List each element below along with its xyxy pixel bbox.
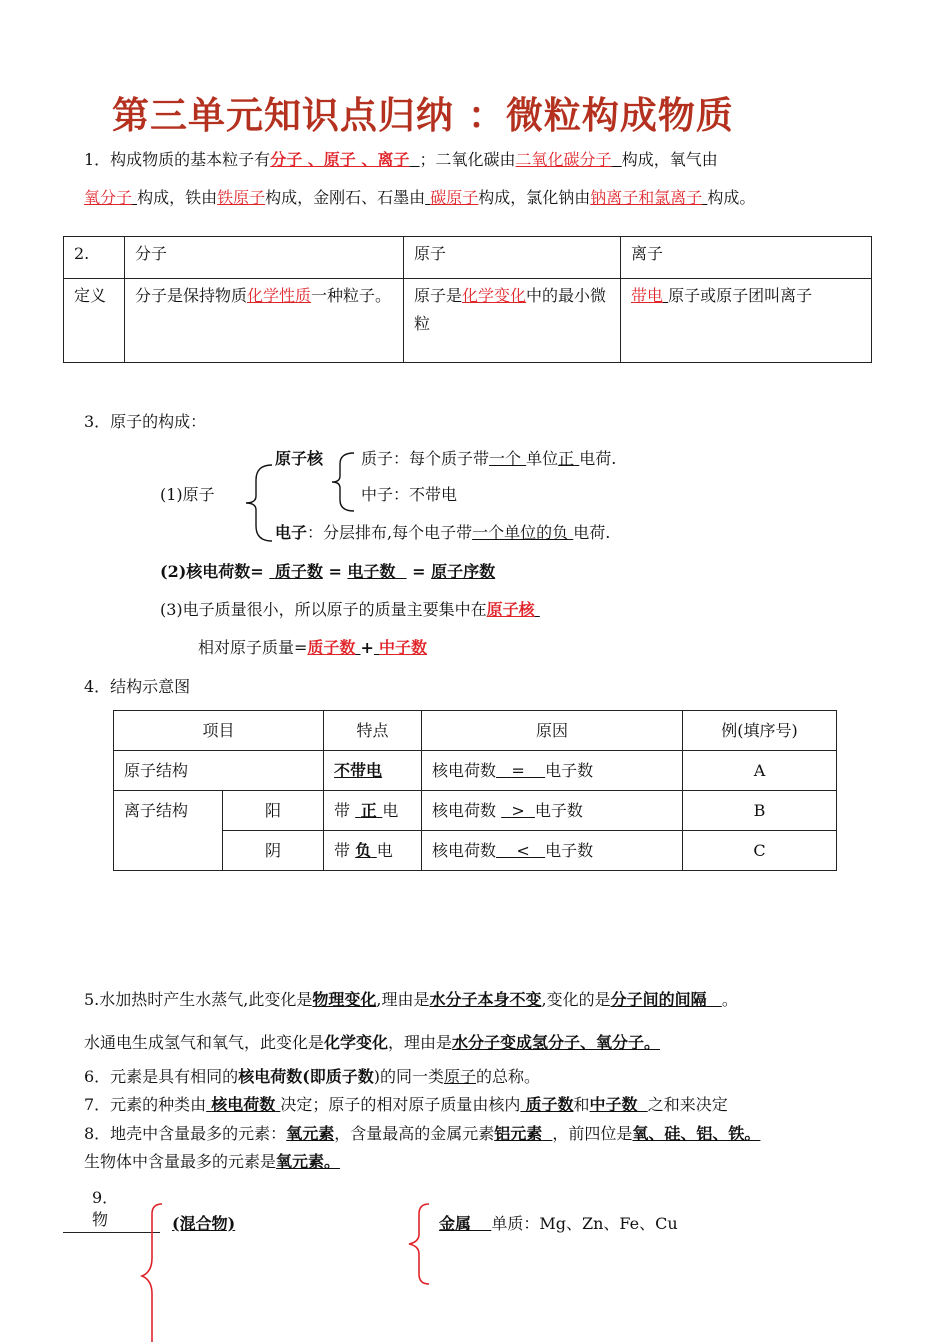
answer: 核电荷数(即质子数: [238, 1067, 374, 1086]
q1-line2: [84, 187, 755, 209]
q1-answer-c: 碳原子: [430, 188, 479, 207]
atom-label: (1)原子: [160, 485, 215, 504]
pure-substance-brace: [403, 1200, 433, 1286]
cation-feature: 带 正 电: [324, 791, 422, 831]
answer: 原子: [444, 1067, 477, 1086]
answer: 一个单位的负: [472, 523, 569, 542]
answer: 中子数: [589, 1095, 638, 1114]
q1-text: 构成，金刚石、石墨由: [265, 188, 426, 207]
cation-label: 阳: [223, 791, 324, 831]
answer: 水分子变成氢分子、氧分子。: [452, 1033, 661, 1052]
structure-table: [113, 710, 837, 871]
answer: 正: [558, 449, 575, 468]
q4-heading: 4．结构示意图: [84, 677, 191, 696]
q5-line1: 5.水加热时产生水蒸气,此变化是物理变化,理由是水分子本身不变,变化的是分子间的间隔 。: [84, 990, 738, 1009]
nucleus-label: 原子核: [275, 449, 324, 468]
q7-line: 7．元素的种类由 核电荷数 决定；原子的相对原子质量由核内 质子数和中子数 之和来决定: [84, 1095, 728, 1114]
q3-part2: (2)核电荷数= 质子数 = 电子数 = 原子序数: [160, 562, 496, 581]
cation-reason: 核电荷数 > 电子数: [422, 791, 683, 831]
answer: 质子数: [525, 1095, 574, 1114]
q1-text: 构成，氧气由: [621, 150, 718, 169]
answer: 分子间的间隔: [610, 990, 707, 1009]
answer: 电子数: [347, 562, 396, 581]
proton-line: 质子：每个质子带一个 单位正 电荷.: [361, 449, 617, 468]
q1-answer-o2: 氧分子: [84, 188, 133, 207]
electron-line: 电子：分层排布,每个电子带一个单位的负 电荷.: [275, 523, 611, 542]
answer: 铝元素: [494, 1124, 543, 1143]
substance-brace: [136, 1200, 166, 1342]
anion-label: 阴: [223, 831, 324, 871]
nucleus-brace: [326, 450, 356, 514]
ion-definition: 带电 原子或原子团叫离子: [621, 279, 872, 363]
q5-line2: 水通电生成氢气和氧气，此变化是化学变化，理由是水分子变成氢分子、氧分子。: [84, 1033, 661, 1052]
mixture-label: (混合物): [172, 1214, 236, 1233]
table-header: 例(填序号): [683, 711, 837, 751]
atom-reason: 核电荷数 = 电子数: [422, 751, 683, 791]
q9-number: 9．: [92, 1188, 119, 1207]
page-title: 第三单元知识点归纳 ：微粒构成物质: [112, 94, 734, 137]
answer: 核电荷数: [211, 1095, 276, 1114]
substance-label: 物: [92, 1210, 109, 1229]
atom-structure-label: 原子结构: [114, 751, 324, 791]
atom-definition: 原子是化学变化中的最小微粒: [404, 279, 621, 363]
answer: 一个: [489, 449, 522, 468]
q8-line1: 8．地壳中含量最多的元素：氧元素，含量最高的金属元素铝元素 ，前四位是氧、硅、铝、铁。: [84, 1124, 761, 1143]
definition-table: [63, 236, 872, 363]
q1-line1: [84, 149, 718, 171]
table-header: 分子: [125, 237, 404, 279]
metal-line: 金属 单质：Mg、Zn、Fe、Cu: [439, 1214, 678, 1233]
anion-example: C: [683, 831, 837, 871]
table-header: 特点: [324, 711, 422, 751]
answer: 化学变化: [324, 1033, 389, 1052]
q8-line2: 生物体中含量最多的元素是氧元素。: [84, 1152, 341, 1171]
neutron-line: 中子：不带电: [361, 485, 458, 504]
answer: 带电: [631, 286, 664, 305]
ion-structure-label: 离子结构: [114, 791, 223, 871]
answer: 原子序数: [431, 562, 496, 581]
q1-answer-fe: 铁原子: [217, 188, 266, 207]
answer: 物理变化: [312, 990, 377, 1009]
q1-text: 1．构成物质的基本粒子有: [84, 150, 271, 169]
anion-feature: 带 负 电: [324, 831, 422, 871]
answer: 水分子本身不变: [429, 990, 542, 1009]
q3-heading: 3．原子的构成：: [84, 412, 207, 431]
q1-text: 构成。: [707, 188, 756, 207]
q6-line: 6．元素是具有相同的核电荷数(即质子数)的同一类原子的总称。: [84, 1067, 541, 1086]
table-header: 项目: [114, 711, 324, 751]
answer: 化学性质: [247, 286, 312, 305]
answer: 氧元素: [286, 1124, 335, 1143]
table-header: 原因: [422, 711, 683, 751]
atom-example: A: [683, 751, 837, 791]
table-header: 2.: [64, 237, 125, 279]
answer: 氧、硅、铝、铁。: [632, 1124, 761, 1143]
q1-answer-particles: 分子 、原子 、离子: [270, 150, 410, 169]
table-header: 原子: [404, 237, 621, 279]
relative-mass-line: 相对原子质量=质子数 + 中子数: [198, 638, 428, 657]
q1-text: 构成，铁由: [137, 188, 218, 207]
answer: 氧元素。: [276, 1152, 341, 1171]
q3-part3: (3)电子质量很小，所以原子的质量主要集中在原子核: [160, 600, 535, 619]
answer: 中子数: [379, 638, 428, 657]
molecule-definition: 分子是保持物质化学性质一种粒子。: [125, 279, 404, 363]
q1-answer-co2: 二氧化碳分子: [515, 150, 612, 169]
q1-answer-nacl: 钠离子和氯离子: [590, 188, 703, 207]
answer: 质子数: [274, 562, 323, 581]
row-label: 定义: [64, 279, 125, 363]
q1-text: 构成，氯化钠由: [478, 188, 591, 207]
table-header: 离子: [621, 237, 872, 279]
cation-example: B: [683, 791, 837, 831]
answer: 原子核: [486, 600, 535, 619]
atom-feature: 不带电: [324, 751, 422, 791]
answer: 化学变化: [462, 286, 527, 305]
answer: 质子数: [307, 638, 356, 657]
q1-text: ；二氧化碳由: [419, 150, 516, 169]
atom-brace: [240, 462, 274, 544]
anion-reason: 核电荷数 < 电子数: [422, 831, 683, 871]
